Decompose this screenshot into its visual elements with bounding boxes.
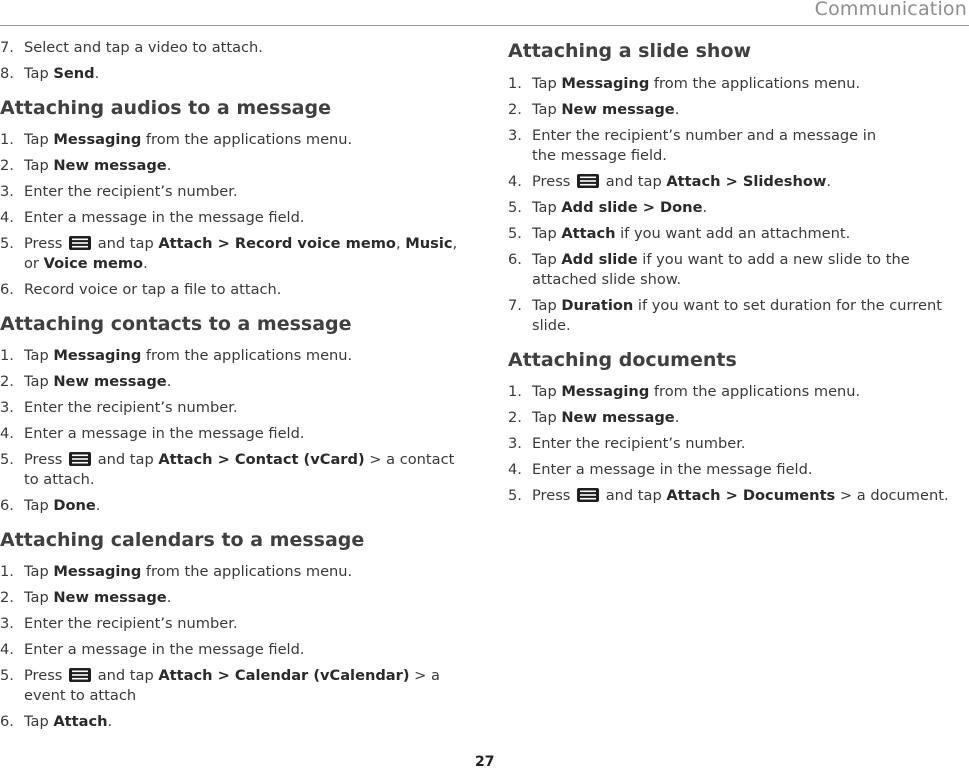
item-text: . [826,173,831,190]
list-item [0,450,462,490]
list-item [508,296,968,336]
item-number: 5. [0,667,14,684]
item-bold: Messaging [561,383,650,400]
item-text: Tap [24,65,54,82]
list-item [0,712,462,732]
item-text: . [166,373,172,390]
item-text: and tap [93,451,159,468]
item-number: 6. [0,497,14,514]
item-text: . [166,589,172,606]
item-number: 4. [0,425,14,442]
item-number: 6. [508,251,522,268]
item-text: Tap [532,297,562,314]
item-text: Tap [24,563,54,580]
item-bold: Add slide > Done [561,199,703,216]
item-number: 3. [0,615,14,632]
item-bold: Done [53,497,96,514]
item-text: if you want to set duration for the current slide. [532,297,942,334]
list-item [0,640,462,660]
item-number: 1. [0,563,14,580]
item-text: Enter the recipient’s number. [24,183,238,200]
item-bold: Voice memo [43,255,144,272]
item-bold: Messaging [53,563,142,580]
list-item [0,614,462,634]
list-item [508,198,968,218]
item-number: 2. [508,101,522,118]
item-text: if you want to add a new slide to the attached slide show. [532,251,910,288]
item-text: Enter a message in the message field. [24,425,305,442]
item-bold: New message [561,101,675,118]
item-text: Enter the recipient’s number and a message in the message field. [532,127,877,164]
item-bold: Attach [561,225,616,242]
item-text: Press [24,235,68,252]
item-text: Tap [24,589,54,606]
item-text: Tap [24,157,54,174]
item-bold: New message [561,409,675,426]
item-text: . [674,409,680,426]
item-bold: Attach > Calendar (vCalendar) [158,667,410,684]
item-bold: New message [53,589,167,606]
left-column [0,38,462,738]
list-item [508,126,968,166]
item-text: Enter the recipient’s number. [24,399,238,416]
item-number: 5. [0,451,14,468]
page-number: 27 [475,754,495,770]
item-number: 1. [0,131,14,148]
item-text: . [95,497,101,514]
menu-key-icon [577,488,599,502]
list-item [508,382,968,402]
item-bold: Attach > Slideshow [666,173,827,190]
item-text: Tap [24,713,54,730]
item-bold: Attach [53,713,108,730]
item-text: . [143,255,148,272]
item-text: Enter the recipient’s number. [532,435,746,452]
list-item [0,38,462,58]
item-number: 5. [0,235,14,252]
item-text: Press [532,173,576,190]
item-number: 1. [508,383,522,400]
section-heading-contacts: Attaching contacts to a message [0,313,352,335]
item-text: Record voice or tap a file to attach. [24,281,282,298]
item-bold: Music [405,235,453,252]
list-item [508,224,968,244]
list-item [0,424,462,444]
item-text: Press [24,667,68,684]
item-text: from the applications menu. [141,131,353,148]
item-number: 2. [0,589,14,606]
menu-key-icon [69,452,91,466]
list-item [508,408,968,428]
list-item [0,182,462,202]
item-number: 1. [508,75,522,92]
list-item [0,156,462,176]
item-text: Tap [532,383,562,400]
item-text: Enter the recipient’s number. [24,615,238,632]
list-item [0,372,462,392]
list-item [508,172,968,192]
item-number: 3. [0,399,14,416]
item-text: Tap [24,373,54,390]
item-text: Enter a message in the message field. [24,641,305,658]
item-number: 5. [508,199,522,216]
item-text: Tap [532,251,562,268]
item-bold: Send [53,65,95,82]
item-text: . [166,157,172,174]
item-bold: Duration [561,297,634,314]
section-heading-slideshow: Attaching a slide show [508,40,752,62]
item-number: 2. [0,157,14,174]
section-heading-audios: Attaching audios to a message [0,97,331,119]
header-divider [0,25,969,26]
item-number: 4. [0,641,14,658]
item-text: Tap [24,497,54,514]
item-text: Tap [532,199,562,216]
item-text: Enter a message in the message field. [24,209,305,226]
list-item [0,398,462,418]
right-column [508,39,968,512]
item-text: , [395,235,406,252]
item-bold: Messaging [53,131,142,148]
list-item [508,74,968,94]
item-text: > a document. [835,487,949,504]
item-number: 2. [508,409,522,426]
menu-key-icon [69,236,91,250]
item-text: Tap [532,409,562,426]
item-bold: Attach > Contact (vCard) [158,451,365,468]
item-text: if you want add an attachment. [615,225,851,242]
item-text: Tap [532,75,562,92]
list-item [0,64,462,84]
item-text: , or [24,235,458,272]
item-number: 7. [0,39,14,56]
item-number: 3. [0,183,14,200]
item-bold: Attach > Documents [666,487,836,504]
item-text: Tap [24,131,54,148]
item-bold: Add slide [561,251,638,268]
header-title: Communication [814,0,967,20]
section-heading-calendars: Attaching calendars to a message [0,529,365,551]
list-item [508,250,968,290]
item-number: 6. [0,281,14,298]
item-number: 1. [0,347,14,364]
item-number: 8. [0,65,14,82]
item-number: 7. [508,297,522,314]
item-text: from the applications menu. [649,383,861,400]
item-number: 4. [0,209,14,226]
item-number: 4. [508,461,522,478]
item-text: and tap [601,173,667,190]
item-number: 6. [0,713,14,730]
item-number: 3. [508,435,522,452]
item-number: 5. [508,225,522,242]
item-bold: Messaging [561,75,650,92]
list-item [0,234,462,274]
list-item [0,130,462,150]
item-bold: Messaging [53,347,142,364]
list-item [0,208,462,228]
item-bold: Attach > Record voice memo [158,235,396,252]
list-item [508,100,968,120]
item-text: Press [532,487,576,504]
item-text: from the applications menu. [141,563,353,580]
item-text: from the applications menu. [649,75,861,92]
item-text: Enter a message in the message field. [532,461,813,478]
item-number: 4. [508,173,522,190]
list-item [0,562,462,582]
item-text: Select and tap a video to attach. [24,39,263,56]
item-bold: New message [53,373,167,390]
item-text: Tap [532,101,562,118]
item-text: . [94,65,100,82]
item-number: 2. [0,373,14,390]
item-number: 5. [508,487,522,504]
item-text: and tap [93,667,159,684]
item-text: . [107,713,113,730]
item-text: Press [24,451,68,468]
item-text: and tap [601,487,667,504]
section-heading-documents: Attaching documents [508,349,737,371]
menu-key-icon [577,174,599,188]
list-item [0,666,462,706]
item-text: . [674,101,680,118]
list-item [0,496,462,516]
list-item [0,346,462,366]
list-item [508,434,968,454]
menu-key-icon [69,668,91,682]
item-text: > a event to attach [24,667,440,704]
item-text: from the applications menu. [141,347,353,364]
item-text: Tap [24,347,54,364]
item-text: . [702,199,708,216]
list-item [508,486,968,506]
item-bold: New message [53,157,167,174]
list-item [0,588,462,608]
list-item [508,460,968,480]
item-number: 3. [508,127,522,144]
list-item [0,280,462,300]
item-text: > a contact to attach. [24,451,455,488]
item-text: Tap [532,225,562,242]
item-text: and tap [93,235,159,252]
